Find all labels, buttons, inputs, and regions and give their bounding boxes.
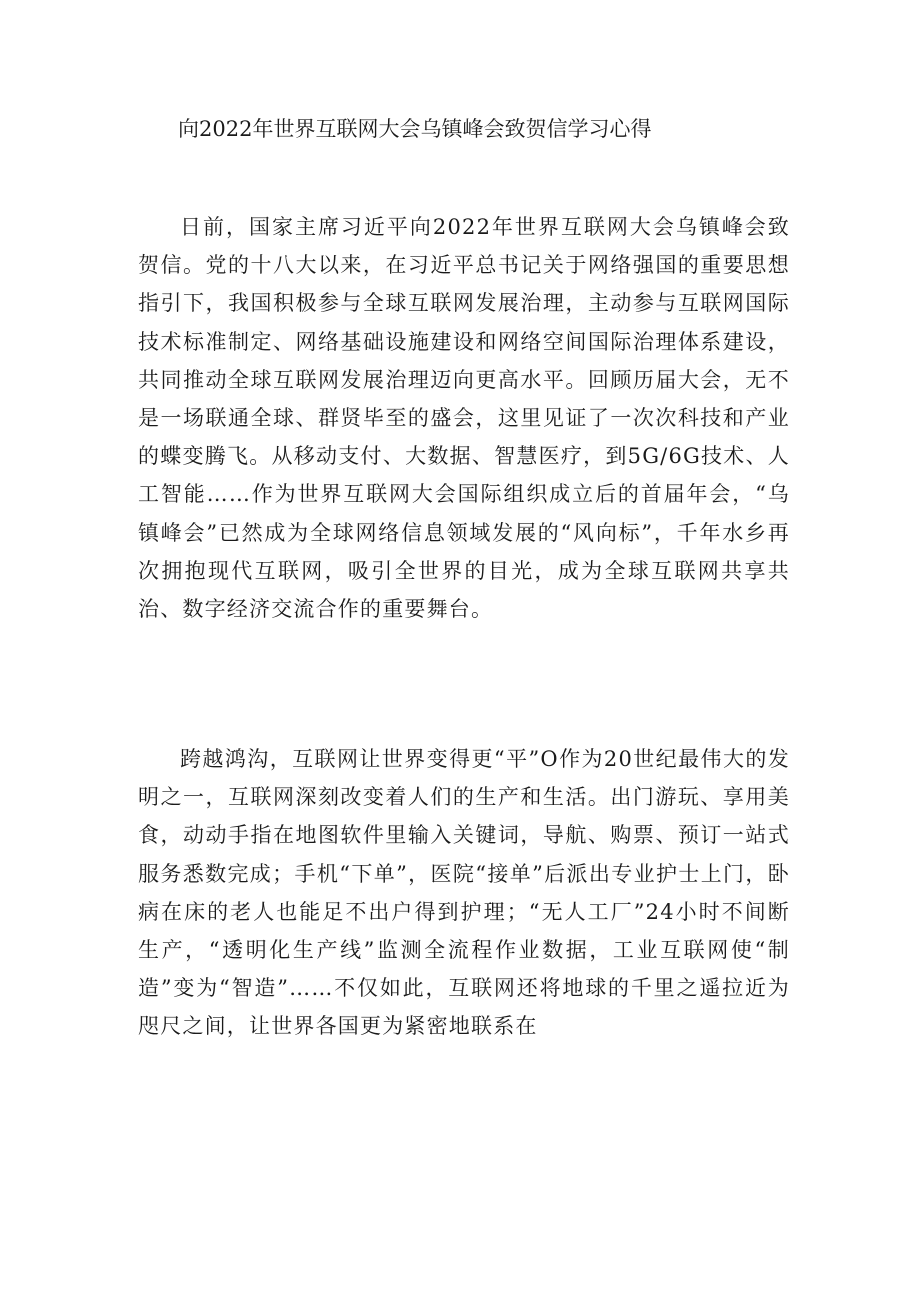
body-paragraph-1: 日前，国家主席习近平向2022年世界互联网大会乌镇峰会致贺信。党的十八大以来，在习近平总书记关于网络强国的重要思想指引下，我国积极参与全球互联网发展治理，主动参与互联网国际技术标准制定、网络基础设施建设和网络空间国际治理体系建设，共同推动全球互联网发展治理迈向更高水平。回顾历届大会，无不是一场联通全球、群贤毕至的盛会，这里见证了一次次科技和产业的蝶变腾飞。从移动支付、大数据、智慧医疗，到5G/6G技术、人工智能……作为世界互联网大会国际组织成立后的首届年会，“乌镇峰会”已然成为全球网络信息领域发展的“风向标”，千年水乡再次拥抱现代互联网，吸引全世界的目光，成为全球互联网共享共治、数字经济交流合作的重要舞台。 <box>138 215 790 622</box>
body-paragraph-2: 跨越鸿沟，互联网让世界变得更“平”O作为20世纪最伟大的发明之一，互联网深刻改变着人们的生产和生活。出门游玩、享用美食，动动手指在地图软件里输入关键词，导航、购票、预订一站式服务悉数完成；手机“下单”，医院“接单”后派出专业护士上门，卧病在床的老人也能足不出户得到护理；“无人工厂”24小时不间断生产，“透明化生产线”监测全流程作业数据，工业互联网使“制造”变为“智造”……不仅如此，互联网还将地球的千里之遥拉近为咫尺之间，让世界各国更为紧密地联系在 <box>138 747 790 1039</box>
document-title: 向2022年世界互联网大会乌镇峰会致贺信学习心得 <box>178 117 652 141</box>
